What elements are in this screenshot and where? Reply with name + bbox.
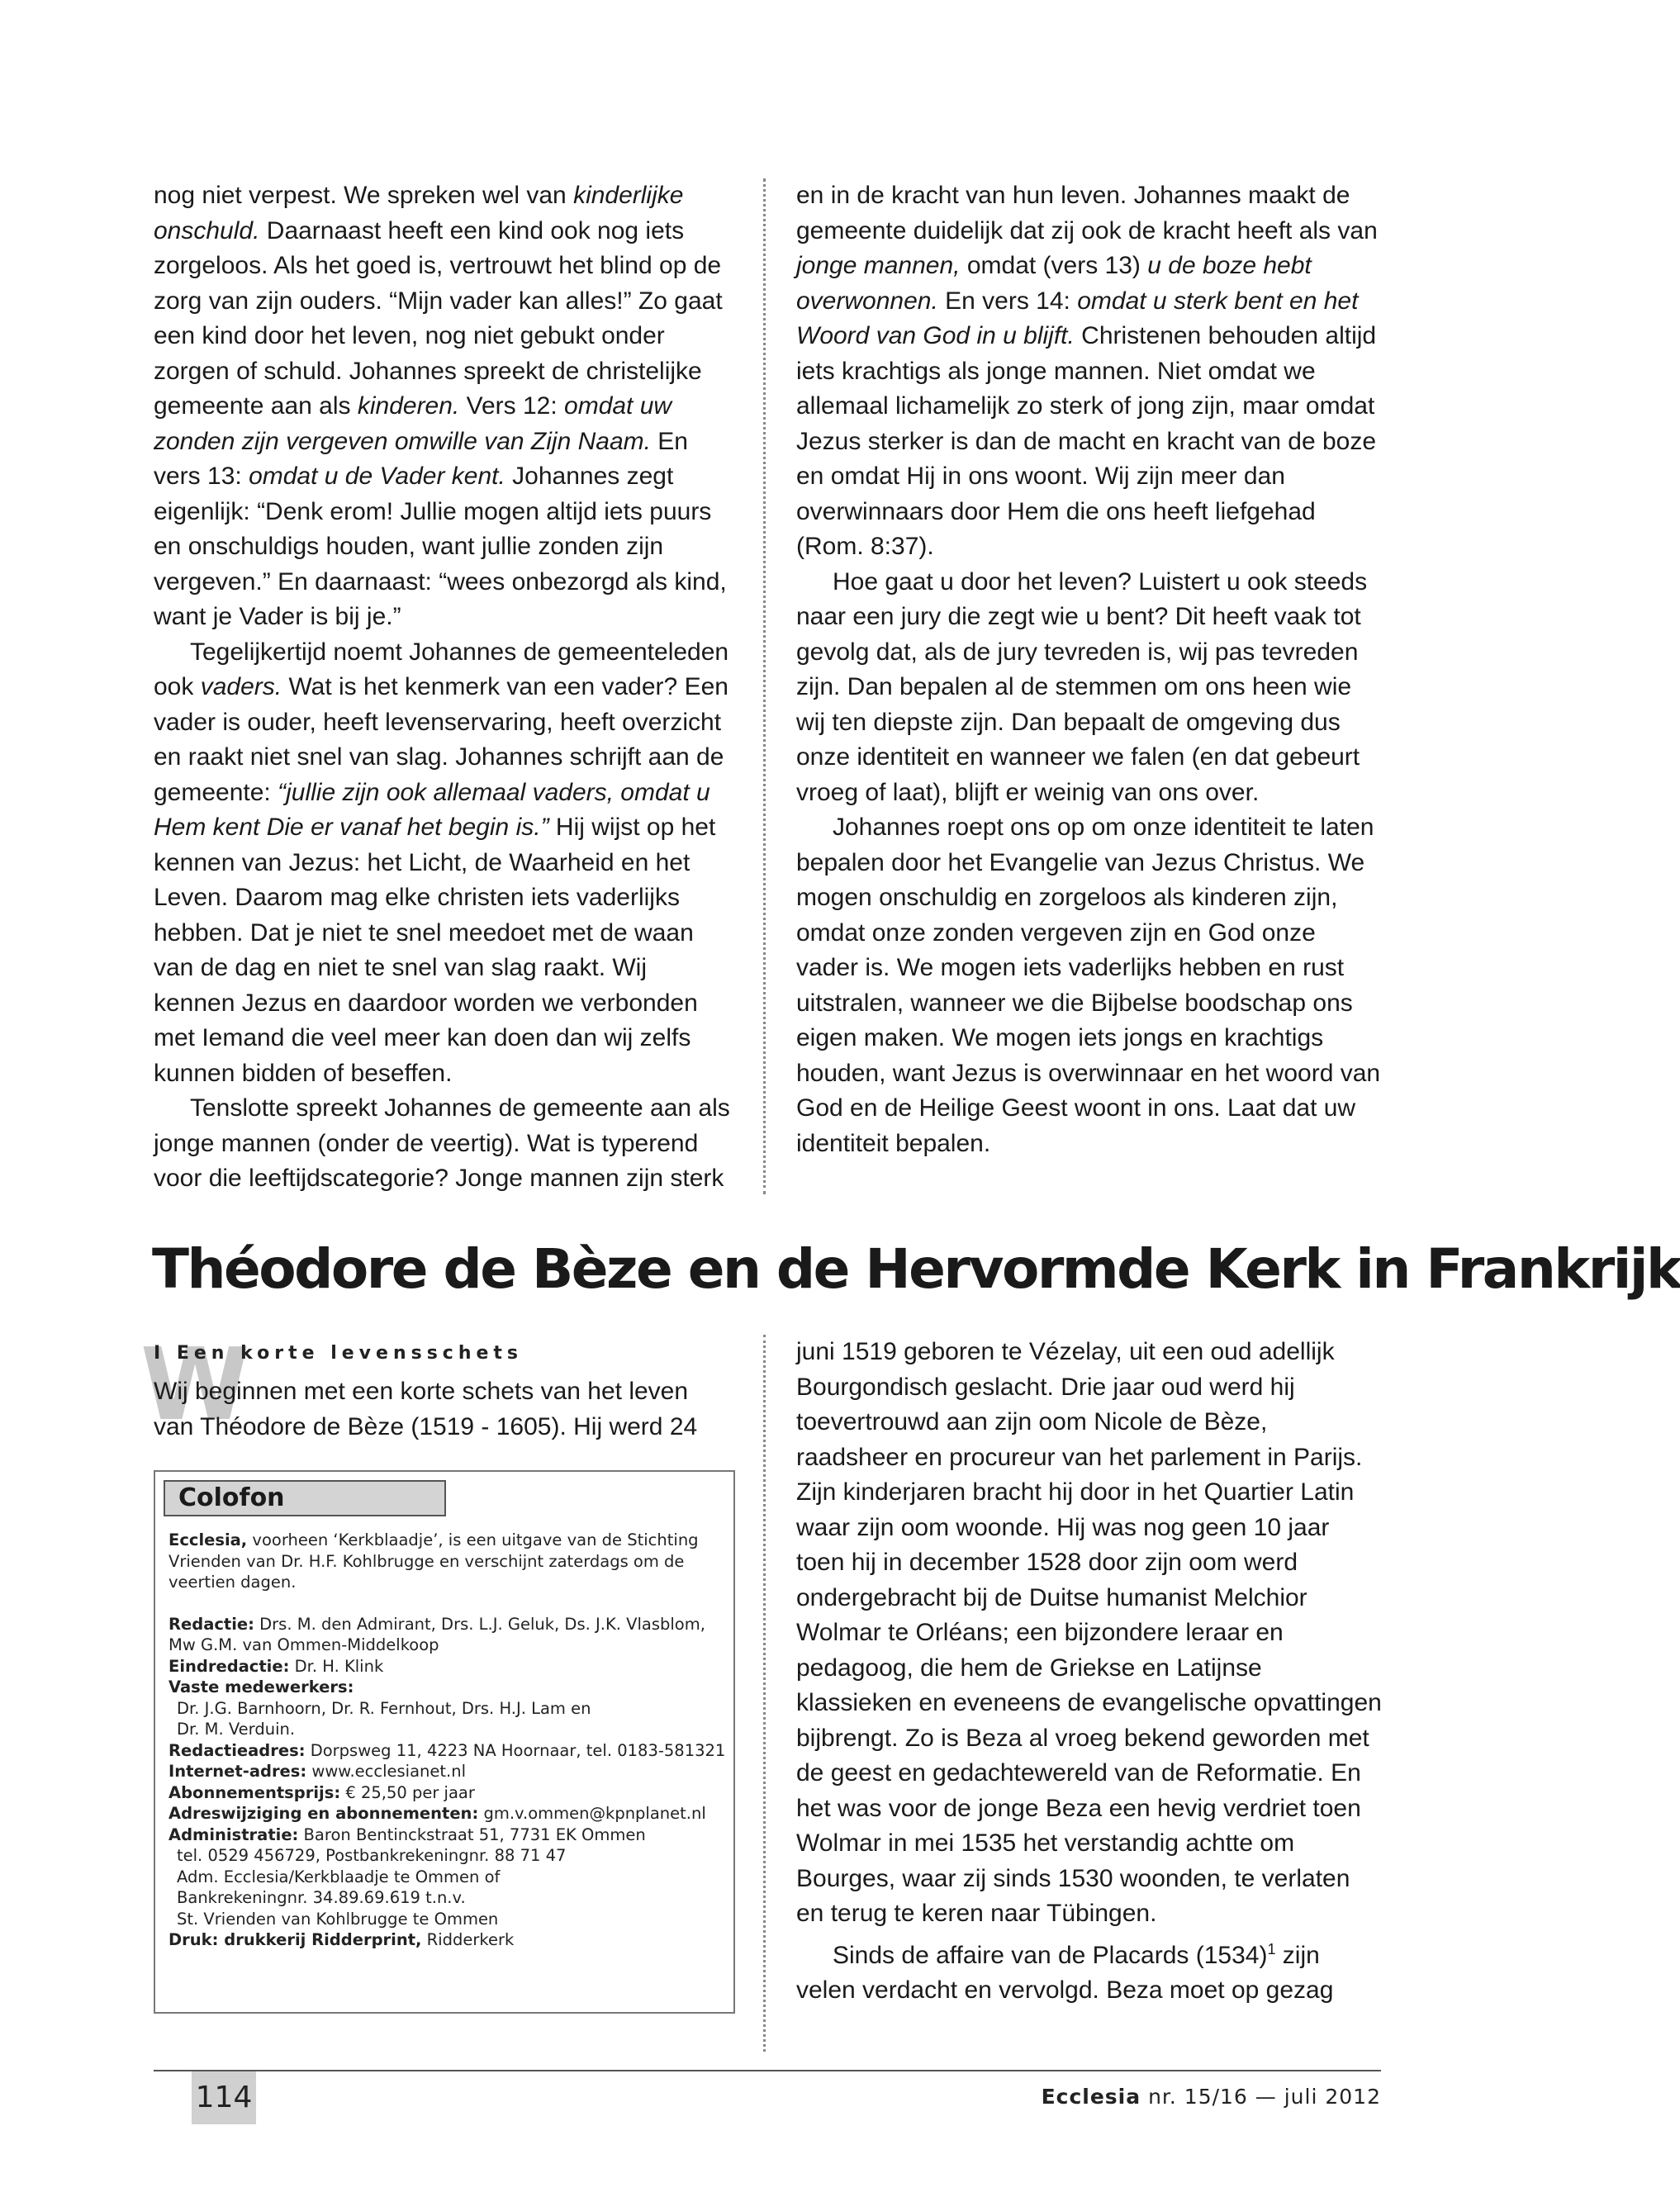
- colofon-value: Dr. J.G. Barnhoorn, Dr. R. Fernhout, Drs. H.J. Lam en: [177, 1698, 591, 1718]
- colofon-line: [168, 1740, 727, 1762]
- drop-cap: W: [140, 1328, 250, 1443]
- article1-left-column: [154, 178, 732, 1197]
- colofon-label: Abonnementsprijs:: [168, 1782, 341, 1802]
- paragraph: [796, 178, 1383, 565]
- article1-right-column: [796, 178, 1383, 1161]
- colofon-value: Baron Bentinckstraat 51, 7731 EK Ommen: [298, 1825, 646, 1844]
- text-run: Daarnaast heeft een kind ook nog iets zorgeloos. Als het goed is, vertrouwt het blind op de zorg van zijn ouders. “Mijn vader kan alles!” Zo gaat een kind door het leven, nog niet gebukt onder zorgen of schuld. Johannes spreekt de christelijke gemeente aan als: [154, 216, 723, 420]
- section-heading: I Een korte levensschets: [154, 1343, 524, 1364]
- colofon-value: € 25,50 per jaar: [340, 1782, 475, 1802]
- colofon-line: [168, 1909, 727, 1930]
- colofon-box: [154, 1470, 735, 2014]
- article-title: Théodore de Bèze en de Hervormde Kerk in Frankrijk: [152, 1237, 1680, 1301]
- italic-text: jonge mannen,: [796, 252, 961, 279]
- italic-text: u de boze hebt overwonnen.: [796, 252, 1312, 315]
- colofon-value: Dorpsweg 11, 4223 NA Hoornaar, tel. 0183-581321: [305, 1740, 726, 1760]
- colofon-line: [168, 1825, 727, 1846]
- colofon-line: [168, 1530, 727, 1593]
- text-run: zijn velen verdacht en vervolgd. Beza moet op gezag: [796, 1941, 1334, 2004]
- colofon-value: Dr. M. Verduin.: [177, 1720, 296, 1739]
- colofon-value: Ridderkerk: [421, 1930, 515, 1949]
- colofon-value: Bankrekeningnr. 34.89.69.619 t.n.v.: [177, 1888, 466, 1907]
- colofon-value: Drs. M. den Admirant, Drs. L.J. Geluk, Ds. J.K. Vlasblom, Mw G.M. van Ommen-Middelkoop: [168, 1614, 705, 1654]
- italic-text: omdat u de Vader kent.: [249, 463, 505, 490]
- text-run: Vers 12:: [459, 392, 565, 420]
- colofon-label: Ecclesia,: [168, 1530, 248, 1549]
- colofon-line: [168, 1656, 727, 1677]
- paragraph: [154, 178, 732, 635]
- colofon-line: [168, 1677, 727, 1698]
- italic-text: kinderen.: [357, 392, 460, 420]
- colofon-label: Redactie:: [168, 1614, 254, 1634]
- colofon-value: St. Vrienden van Kohlbrugge te Ommen: [177, 1909, 499, 1929]
- italic-text: omdat uw zonden zijn vergeven omwille van Zijn Naam.: [154, 392, 672, 455]
- colofon-line: [168, 1761, 727, 1782]
- text-run: Johannes roept ons op om onze identiteit te laten bepalen door het Evangelie van Jezus Christus. We mogen onschuldig en zorgeloos als kinderen zijn, omdat onze zonden vergeven zijn en God onze vader is. We mogen iets vaderlijks hebben en rust uitstralen, wanneer we die Bijbelse boodschap ons eigen maken. We mogen iets jongs en krachtigs houden, want Jezus is overwinnaar en het woord van God en de Heilige Geest woont in ons. Laat dat uw identiteit bepalen.: [796, 814, 1381, 1157]
- text-run: Hij wijst op het kennen van Jezus: het Licht, de Waarheid en het Leven. Daarom mag elke christen iets vaderlijks hebben. Dat je niet te snel meedoet met de waan van de dag en niet te snel van slag raakt. Wij kennen Jezus en daardoor worden we verbonden met Iemand die veel meer kan doen dan wij zelfs kunnen bidden of beseffen.: [154, 814, 716, 1087]
- colofon-line: [168, 1803, 727, 1825]
- article2-right-column: [796, 1335, 1383, 2009]
- colofon-value: gm.v.ommen@kpnplanet.nl: [478, 1804, 706, 1823]
- text-run: omdat (vers 13): [960, 252, 1148, 279]
- colofon-value: tel. 0529 456729, Postbankrekeningnr. 88 71 47: [177, 1846, 567, 1865]
- colofon-line: [168, 1887, 727, 1909]
- colofon-line: [168, 1845, 727, 1867]
- italic-text: vaders.: [200, 673, 282, 700]
- text-run: Sinds de affaire van de Placards (1534): [833, 1941, 1268, 1969]
- column-divider: [763, 178, 766, 1194]
- colofon-body: [168, 1530, 727, 1951]
- text-run: Johannes zegt eigenlijk: “Denk erom! Jullie mogen altijd iets puurs en onschuldigs houden, want jullie zonden zijn vergeven.” En daarnaast: “wees onbezorgd als kind, want je Vader is bij je.”: [154, 463, 727, 630]
- colofon-label: Druk: drukkerij Ridderprint,: [168, 1930, 422, 1949]
- colofon-line: [168, 1782, 727, 1804]
- text-run: Hoe gaat u door het leven? Luistert u ook steeds naar een jury die zegt wie u bent? Dit heeft vaak tot gevolg dat, als de jury tevreden is, wij pas tevreden zijn. Dan bepalen al de stemmen om ons heen wie wij ten diepste zijn. Dan bepaalt de omgeving dus onze identiteit en wanneer we falen (en dat gebeurt vroeg of laat), blijft er weinig van ons over.: [796, 567, 1368, 806]
- colofon-value: voorheen ‘Kerkblaadje’, is een uitgave van de Stichting Vrienden van Dr. H.F. Kohlbrugge en verschijnt zaterdags om de veertien dagen.: [168, 1530, 699, 1592]
- colofon-line: [168, 1867, 727, 1888]
- paragraph: [154, 1091, 732, 1197]
- issue-info: nr. 15/16 — juli 2012: [1141, 2085, 1381, 2109]
- paragraph: [796, 810, 1383, 1161]
- column-divider: [763, 1335, 766, 2052]
- colofon-label: Redactieadres:: [168, 1740, 306, 1760]
- paragraph: [154, 635, 732, 1092]
- text-run: Christenen behouden altijd iets krachtigs als jonge mannen. Niet omdat we allemaal lichamelijk zo sterk of jong zijn, maar omdat Jezus sterker is dan de macht en kracht van de boze en omdat Hij in ons woont. Wij zijn meer dan overwinnaars door Hem die ons heeft liefgehad (Rom. 8:37).: [796, 322, 1377, 560]
- text-run: Tenslotte spreekt Johannes de gemeente aan als jonge mannen (onder de veertig). Wat is typerend voor die leeftijdscategorie? Jonge mannen zijn sterk: [154, 1094, 730, 1192]
- text-run: en in de kracht van hun leven. Johannes maakt de gemeente duidelijk dat zij ook de kracht heeft als van: [796, 182, 1378, 244]
- paragraph: [796, 565, 1383, 811]
- footer-rule: [154, 2070, 1381, 2071]
- colofon-value: Adm. Ecclesia/Kerkblaadje te Ommen of: [177, 1867, 501, 1886]
- intro-paragraph: Wij beginnen met een korte schets van het leven van Théodore de Bèze (1519 - 1605). Hij werd 24: [154, 1378, 698, 1440]
- colofon-line: [168, 1698, 727, 1720]
- colofon-label: Eindredactie:: [168, 1656, 290, 1676]
- colofon-value: www.ecclesianet.nl: [306, 1762, 467, 1781]
- colofon-label: Internet-adres:: [168, 1762, 307, 1781]
- colofon-title: Colofon: [164, 1480, 446, 1516]
- paragraph: [796, 1335, 1383, 1932]
- colofon-line: [168, 1929, 727, 1951]
- paragraph: [796, 1932, 1383, 2009]
- text-run: Wat is het kenmerk van een vader? Een vader is ouder, heeft levenservaring, heeft overzicht en raakt niet snel van slag. Johannes schrijft aan de gemeente:: [154, 673, 728, 806]
- italic-text: kinderlijke onschuld.: [154, 182, 684, 244]
- colofon-line: [168, 1719, 727, 1740]
- colofon-label: Vaste medewerkers:: [168, 1677, 354, 1696]
- colofon-label: Adreswijziging en abonnementen:: [168, 1804, 479, 1823]
- text-run: En vers 14:: [937, 287, 1078, 315]
- colofon-line: [168, 1614, 727, 1656]
- footnote-marker: 1: [1267, 1940, 1276, 1957]
- page-number: 114: [192, 2071, 256, 2124]
- article2-intro: [154, 1374, 732, 1445]
- text-run: Tegelijkertijd noemt Johannes de gemeenteleden ook: [154, 638, 729, 700]
- colofon-value: Dr. H. Klink: [289, 1656, 384, 1676]
- text-run: En vers 13:: [154, 427, 688, 490]
- text-run: juni 1519 geboren te Vézelay, uit een oud adellijk Bourgondisch geslacht. Drie jaar oud werd hij toevertrouwd aan zijn oom Nicole de Bèze, raadsheer en procureur van het parlement in Parijs. Zijn kinderjaren bracht hij door in het Quartier Latin waar zijn oom woonde. Hij was nog geen 10 jaar toen hij in december 1528 door zijn oom werd ondergebracht bij de Duitse humanist Melchior Wolmar te Orléans; een bijzondere leraar en pedagoog, die hem de Griekse en Latijnse klassieken en eveneens de evangelische opvattingen bijbrengt. Zo is Beza al vroeg bekend geworden met de geest en gedachtewereld van de Reformatie. En het was voor de jonge Beza een hevig verdriet toen Wolmar in mei 1535 het verstandig achtte om Bourges, waar zij sinds 1530 woonden, te verlaten en terug te keren naar Tübingen.: [796, 1338, 1382, 1927]
- italic-text: omdat u sterk bent en het Woord van God in u blijft.: [796, 287, 1359, 349]
- italic-text: “jullie zijn ook allemaal vaders, omdat u Hem kent Die er vanaf het begin is.”: [154, 778, 710, 841]
- publication-name: Ecclesia: [1041, 2085, 1141, 2109]
- colofon-label: Administratie:: [168, 1825, 299, 1844]
- text-run: nog niet verpest. We spreken wel van: [154, 182, 574, 209]
- footer-issue-info: [1042, 2085, 1381, 2109]
